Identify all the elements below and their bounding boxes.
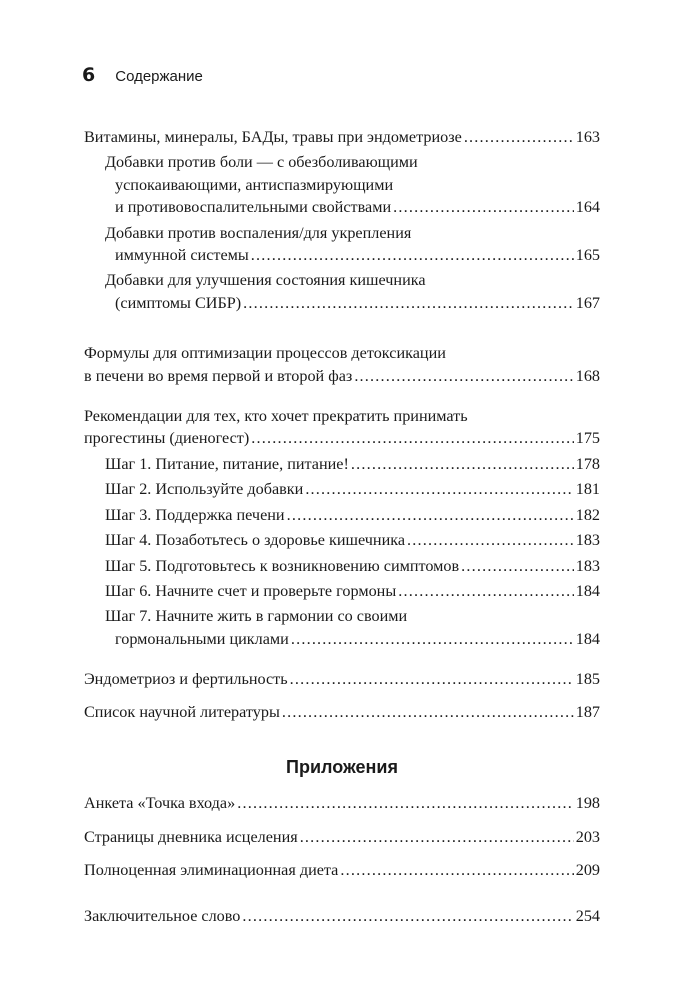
toc-entry-page: 209 xyxy=(575,861,600,880)
toc-entry xyxy=(84,605,600,650)
toc-entry xyxy=(84,504,600,526)
toc-entry-title: Анкета «Точка входа» xyxy=(84,794,236,813)
toc-entry-page: 163 xyxy=(575,128,600,146)
toc-entry-title: Полноценная элиминационная диета xyxy=(84,861,339,880)
toc-entry-title: Эндометриоз и фертильность xyxy=(84,670,288,689)
toc-entry-title: Формулы для оптимизации процессов детоксикации xyxy=(84,344,446,363)
toc-entry-page: 178 xyxy=(575,454,600,473)
toc-entry-page: 165 xyxy=(575,246,600,265)
toc-entry-page: 168 xyxy=(575,366,600,385)
toc-entry xyxy=(84,529,600,551)
toc-entry-title: Шаг 6. Начните счет и проверьте гормоны xyxy=(105,581,397,600)
toc-entry-page: 203 xyxy=(575,827,600,846)
page-header xyxy=(82,64,203,86)
dot-leader xyxy=(305,478,573,500)
toc-entry-title: Шаг 4. Позаботьтесь о здоровье кишечника xyxy=(105,531,406,550)
dot-leader xyxy=(291,628,574,650)
toc-entry xyxy=(84,826,600,848)
toc-entry xyxy=(84,453,600,475)
dot-leader xyxy=(461,555,574,577)
toc-entry xyxy=(84,478,600,500)
toc-entry xyxy=(84,580,600,602)
dot-leader xyxy=(354,365,573,387)
toc-entry xyxy=(84,668,600,690)
dot-leader xyxy=(242,905,573,927)
toc-entry-title: Добавки против воспаления/для укрепления xyxy=(105,223,412,242)
toc-entry-title-continued: в печени во время первой и второй фаз xyxy=(84,366,353,385)
toc-entry-page: 183 xyxy=(575,531,600,550)
toc-entry-page: 254 xyxy=(575,906,600,925)
toc-entry xyxy=(84,859,600,881)
dot-leader xyxy=(251,244,574,266)
toc-entry-page: 185 xyxy=(575,670,600,689)
toc-entry-page: 184 xyxy=(575,629,600,648)
toc-entry xyxy=(84,405,600,450)
toc-entry-page: 187 xyxy=(575,702,600,721)
dot-leader xyxy=(287,504,574,526)
toc-entry-title-continued: успокаивающими, антиспазмирующими xyxy=(115,175,394,194)
toc-entry-title: Заключительное слово xyxy=(84,906,241,925)
dot-leader xyxy=(351,453,574,475)
toc-entry-title: Шаг 1. Питание, питание, питание! xyxy=(105,454,349,473)
toc-entry-title: Добавки для улучшения состояния кишечника xyxy=(105,271,426,290)
toc-entry-title-continued: и противовоспалительными свойствами xyxy=(115,198,392,217)
toc-entry-title: Витамины, минералы, БАДы, травы при эндометриозе xyxy=(84,128,462,146)
dot-leader xyxy=(290,668,574,690)
toc-entry-title-continued: иммунной системы xyxy=(115,246,249,265)
toc-entry-title: Страницы дневника исцеления xyxy=(84,827,298,846)
toc-entry-page: 182 xyxy=(575,505,600,524)
toc-entry xyxy=(84,701,600,723)
toc-entry-title: Шаг 5. Подготовьтесь к возникновению симптомов xyxy=(105,556,460,575)
toc-entry-title: Список научной литературы xyxy=(84,702,280,721)
toc-entry xyxy=(84,905,600,927)
toc-entry-page: 167 xyxy=(575,293,600,312)
toc-entry xyxy=(84,555,600,577)
toc-entry-page: 184 xyxy=(575,581,600,600)
toc-entry-title: Шаг 7. Начните жить в гармонии со своими xyxy=(105,607,408,626)
toc-entry-title: Добавки против боли — с обезболивающими xyxy=(105,153,418,172)
dot-leader xyxy=(398,580,574,602)
toc-entry-title-continued: прогестины (диеногест) xyxy=(84,429,250,448)
toc-entry xyxy=(84,151,600,218)
dot-leader xyxy=(237,792,574,814)
page-number: 6 xyxy=(82,64,96,86)
toc-entry xyxy=(84,342,600,387)
appendix-heading: Приложения xyxy=(286,756,398,777)
toc-entry-title-continued: гормональными циклами xyxy=(115,629,289,648)
toc-entry-page: 198 xyxy=(575,794,600,813)
toc-entry-title: Шаг 2. Используйте добавки xyxy=(105,480,304,499)
dot-leader xyxy=(243,292,574,314)
toc-entry-page: 183 xyxy=(575,556,600,575)
toc-entry xyxy=(84,792,600,814)
running-title: Содержание xyxy=(115,68,203,85)
dot-leader xyxy=(340,859,573,881)
dot-leader xyxy=(393,196,574,218)
toc-entry-page: 164 xyxy=(575,198,600,217)
toc-entry xyxy=(84,126,600,148)
toc-entry-title-continued: (симптомы СИБР) xyxy=(115,293,242,312)
toc-entry-page: 175 xyxy=(575,429,600,448)
dot-leader xyxy=(300,826,574,848)
dot-leader xyxy=(464,126,574,148)
toc-entry-page: 181 xyxy=(575,480,600,499)
dot-leader xyxy=(282,701,574,723)
dot-leader xyxy=(407,529,574,551)
dot-leader xyxy=(251,427,573,449)
toc-entry xyxy=(84,269,600,314)
toc-entry xyxy=(84,222,600,267)
toc-entry-title: Шаг 3. Поддержка печени xyxy=(105,505,285,524)
toc-entry-title: Рекомендации для тех, кто хочет прекратить принимать xyxy=(84,407,468,426)
table-of-contents xyxy=(84,126,600,927)
